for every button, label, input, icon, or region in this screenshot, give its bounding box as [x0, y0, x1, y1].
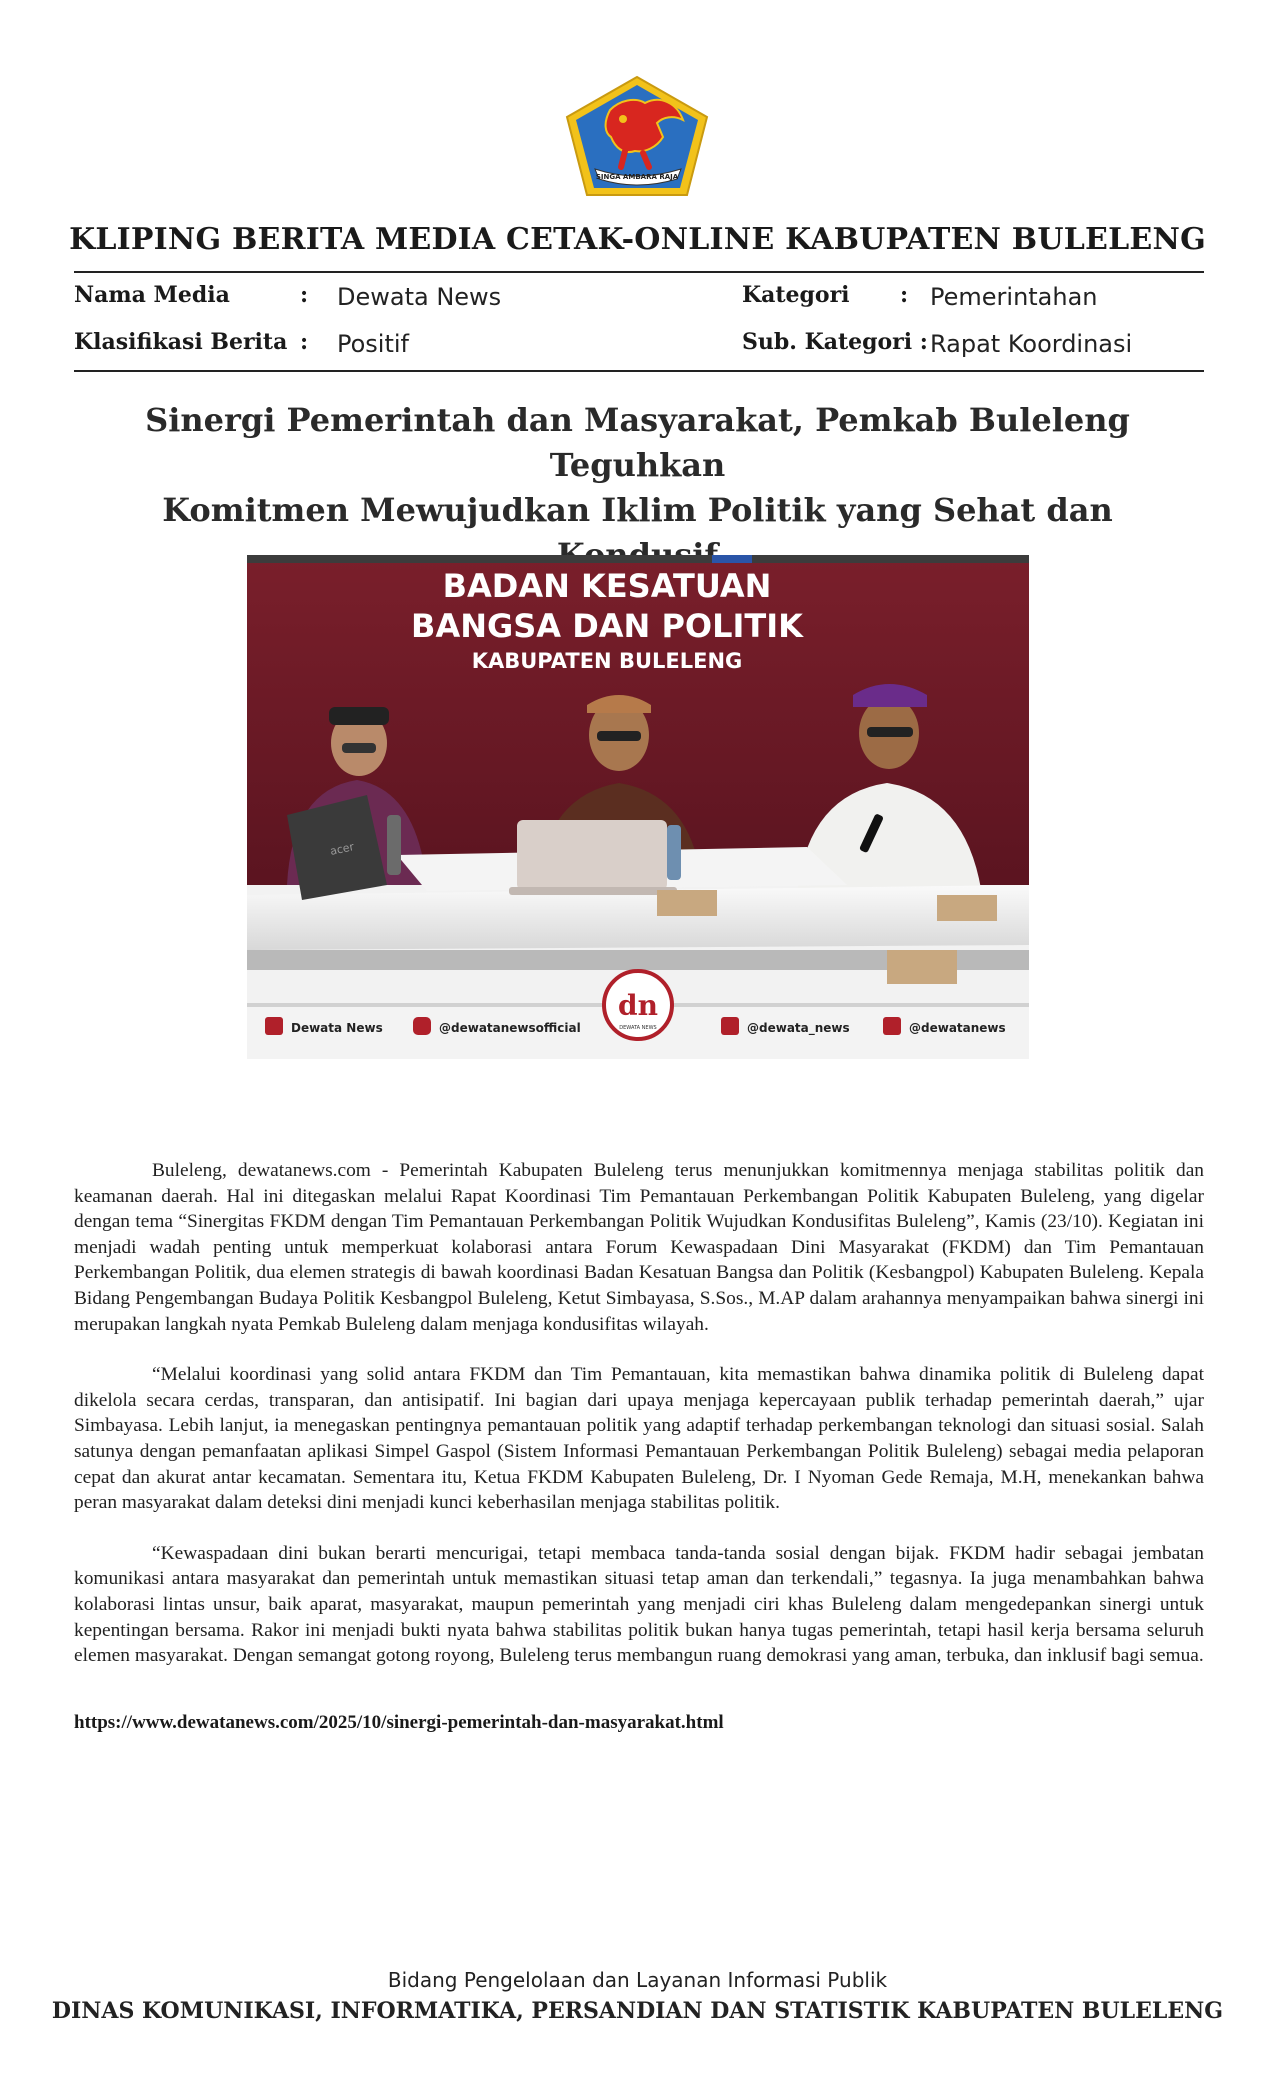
news-photo — [247, 555, 1029, 1059]
source-link[interactable]: https://www.dewatanews.com/2025/10/sinergi-pemerintah-dan-masyarakat.html — [74, 1712, 724, 1733]
document-title: KLIPING BERITA MEDIA CETAK-ONLINE KABUPATEN BULELENG — [69, 222, 1206, 257]
top-divider — [74, 271, 1204, 273]
headline-line-1: Sinergi Pemerintah dan Masyarakat, Pemkab Buleleng Teguhkan — [145, 401, 1130, 484]
bottle-left — [387, 815, 401, 875]
social-twitter: @dewata_news — [747, 1021, 850, 1035]
social-tiktok: @dewatanews — [909, 1021, 1006, 1035]
sub-kategori-value: Rapat Koordinasi — [930, 330, 1133, 358]
crest-logo — [565, 75, 710, 199]
article-paragraph-2: “Melalui koordinasi yang solid antara FKDM dan Tim Pemantauan, kita memastikan bahwa dinamika politik di Buleleng dapat dikelola secara cerdas, transparan, dan antisipatif. Ini bagian dari upaya menjaga kepercayaan publik terhadap pemerintah daerah,” ujar Simbayasa. Lebih lanjut, ia menegaskan pentingnya pemantauan politik yang adaptif terhadap perkembangan teknologi dan situasi sosial. Salah satunya dengan pemanfaatan aplikasi Simpel Gaspol (Sistem Informasi Pemantauan Perkembangan Politik Buleleng) sebagai media pelaporan cepat dan akurat antar kecamatan. Sementara itu, Ketua FKDM Kabupaten Buleleng, Dr. I Nyoman Gede Remaja, M.H, menekankan bahwa peran masyarakat dalam deteksi dini menjadi kunci keberhasilan menjaga stabilitas politik. — [74, 1364, 1204, 1514]
article-paragraph-3: “Kewaspadaan dini bukan berarti mencurigai, tetapi membaca tanda-tanda sosial dengan bijak. FKDM hadir sebagai jembatan komunikasi antara masyarakat dan pemerintah untuk memastikan situasi tetap aman dan terkendali,” tegasnya. Ia juga menambahkan bahwa kolaborasi lintas unsur, baik aparat, masyarakat, maupun pemerintah yang menjadi ciri khas Buleleng dalam mengedepankan sinergi untuk kepentingan bersama. Rakor ini menjadi bukti nyata bahwa stabilitas politik bukan hanya tugas pemerintah, tetapi hasil kerja bersama seluruh elemen masyarakat. Dengan semangat gotong royong, Buleleng terus membangun ruang demokrasi yang aman, terbuka, dan inklusif bagi semua. — [74, 1542, 1204, 1667]
twitter-icon — [721, 1017, 739, 1035]
laptop-middle — [509, 820, 677, 895]
bottle-middle — [667, 825, 681, 880]
nama-media-colon: : — [300, 282, 309, 308]
article-paragraph-1: Buleleng, dewatanews.com - Pemerintah Kabupaten Buleleng terus menunjukkan komitmennya menjaga stabilitas politik dan keamanan daerah. Hal ini ditegaskan melalui Rapat Koordinasi Tim Pemantauan Perkembangan Politik Kabupaten Buleleng, yang digelar dengan tema “Sinergitas FKDM dengan Tim Pemantauan Perkembangan Politik Wujudkan Kondusifitas Buleleng”, Kamis (23/10). Kegiatan ini menjadi wadah penting untuk memperkuat kolaborasi antara Forum Kewaspadaan Dini Masyarakat (FKDM) dan Tim Pemantauan Perkembangan Politik, dua elemen strategis di bawah koordinasi Badan Kesatuan Bangsa dan Politik (Kesbangpol) Kabupaten Buleleng. Kepala Bidang Pengembangan Budaya Politik Kesbangpol Buleleng, Ketut Simbayasa, S.Sos., M.AP dalam arahannya menyampaikan bahwa sinergi ini merupakan langkah nyata Pemkab Buleleng dalam menjaga kondusifitas wilayah. — [74, 1160, 1204, 1335]
box-middle — [657, 890, 717, 916]
footer-subtitle: Bidang Pengelolaan dan Layanan Informasi Publik — [387, 1968, 888, 1992]
kategori-label: Kategori — [742, 282, 850, 308]
facebook-icon — [265, 1017, 283, 1035]
banner-line-1: BADAN KESATUAN — [442, 567, 772, 605]
laptop-brand: acer — [328, 840, 356, 858]
tiktok-icon — [883, 1017, 901, 1035]
headline-line-2: Komitmen Mewujudkan Iklim Politik yang Sehat dan — [162, 491, 1113, 529]
banner-line-2: BANGSA DAN POLITIK — [411, 607, 803, 645]
klasifikasi-colon: : — [300, 329, 309, 355]
instagram-icon — [413, 1017, 431, 1035]
klasifikasi-label: Klasifikasi Berita — [74, 329, 288, 355]
article-headline — [80, 398, 1195, 578]
social-instagram: @dewatanewsofficial — [439, 1021, 581, 1035]
kategori-colon: : — [900, 282, 909, 308]
nama-media-label: Nama Media — [74, 282, 230, 308]
box-right — [937, 895, 997, 921]
footer-agency: DINAS KOMUNIKASI, INFORMATIKA, PERSANDIAN DAN STATISTIK KABUPATEN BULELENG — [51, 1998, 1224, 2024]
dn-brand-badge — [604, 971, 672, 1039]
box-front — [887, 950, 957, 984]
klasifikasi-value: Positif — [337, 330, 409, 358]
bottom-divider — [74, 370, 1204, 372]
nama-media-value: Dewata News — [337, 283, 502, 311]
brand-small: DEWATA NEWS — [619, 1025, 657, 1031]
kategori-value: Pemerintahan — [930, 283, 1098, 311]
brand-mark: dn — [618, 989, 658, 1022]
sub-kategori-label: Sub. Kategori : — [742, 329, 928, 355]
banner-line-3: KABUPATEN BULELENG — [471, 649, 743, 673]
logo-motto: SINGA AMBARA RAJA — [595, 173, 679, 181]
article-body — [74, 1158, 1204, 1694]
social-facebook: Dewata News — [291, 1021, 383, 1035]
